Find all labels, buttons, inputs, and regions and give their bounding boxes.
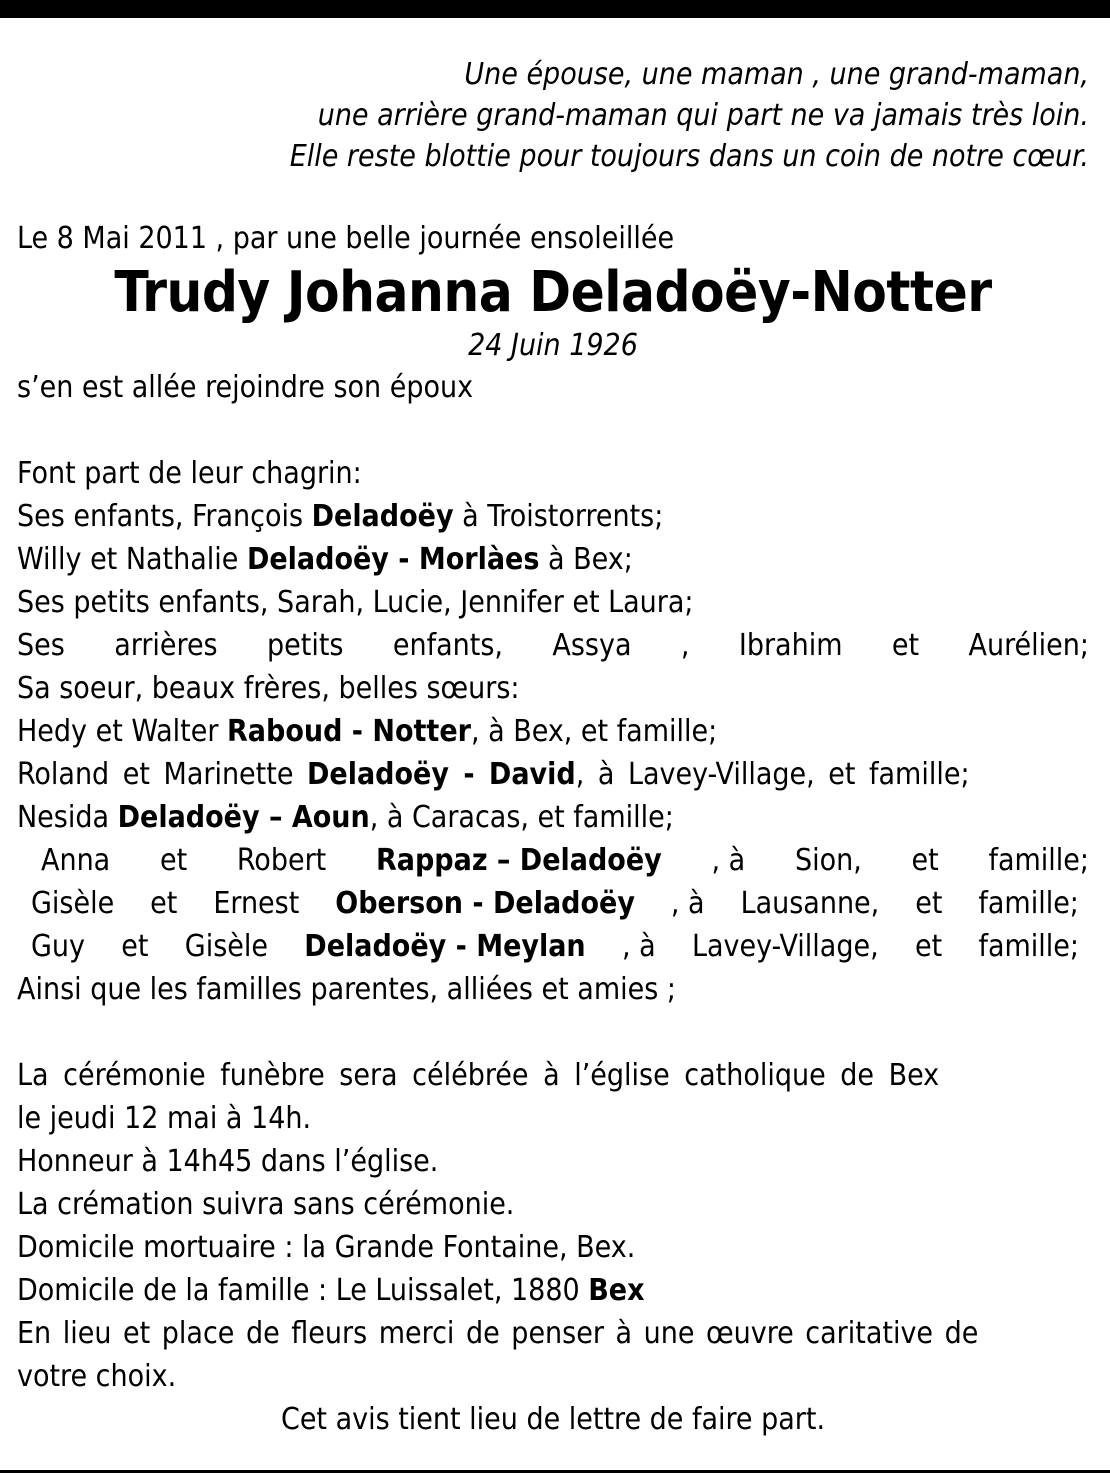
family-nesida: Nesida Deladoëy – Aoun, à Caracas, et famille; — [17, 800, 674, 835]
ceremony-line-5: Domicile mortuaire : la Grande Fontaine, Bex. — [17, 1230, 636, 1265]
family-great-grandchildren: Ses arrières petits enfants, Assya , Ibrahim et Aurélien; — [17, 628, 1089, 663]
birth-date: 24 Juin 1926 — [468, 328, 638, 363]
ceremony-line-8: votre choix. — [17, 1359, 177, 1394]
family-guy: Guy et Gisèle Deladoëy - Meylan , à Lavey-Village, et famille; — [31, 929, 1079, 964]
quote-line-2: une arrière grand-maman qui part ne va jamais très loin. — [317, 98, 1089, 133]
family-willy: Willy et Nathalie Deladoëy - Morlàes à Bex; — [17, 542, 633, 577]
quote-line-1: Une épouse, une maman , une grand-maman, — [464, 57, 1089, 92]
ceremony-line-3: Honneur à 14h45 dans l’église. — [17, 1144, 439, 1179]
ceremony-line-6: Domicile de la famille : Le Luissalet, 1880 Bex — [17, 1273, 645, 1308]
epitaph-quote — [17, 54, 1089, 177]
bottom-border — [0, 1470, 1110, 1473]
closing-line: Cet avis tient lieu de lettre de faire part. — [280, 1402, 826, 1437]
family-roland: Roland et Marinette Deladoëy - David, à Lavey-Village, et famille; — [17, 757, 970, 792]
departed-line: s’en est allée rejoindre son époux — [17, 370, 474, 405]
ceremony-line-1: La cérémonie funèbre sera célébrée à l’église catholique de Bex — [17, 1058, 940, 1093]
deceased-name: Trudy Johanna Deladoëy-Notter — [114, 260, 992, 325]
family-children: Ses enfants, François Deladoëy à Troistorrents; — [17, 499, 664, 534]
obituary-notice — [17, 54, 1089, 1441]
quote-line-3: Elle reste blottie pour toujours dans un coin de notre cœur. — [289, 139, 1089, 174]
family-siblings: Sa soeur, beaux frères, belles sœurs: — [17, 671, 520, 706]
ceremony-line-4: La crémation suivra sans cérémonie. — [17, 1187, 515, 1222]
family-intro: Font part de leur chagrin: — [17, 456, 362, 491]
family-others: Ainsi que les familles parentes, alliées et amies ; — [17, 972, 676, 1007]
family-grandchildren: Ses petits enfants, Sarah, Lucie, Jennifer et Laura; — [17, 585, 694, 620]
family-anna: Anna et Robert Rappaz – Deladoëy , à Sion, et famille; — [41, 843, 1089, 878]
ceremony-line-7: En lieu et place de fleurs merci de penser à une œuvre caritative de — [17, 1316, 979, 1351]
intro-line: Le 8 Mai 2011 , par une belle journée ensoleillée — [17, 221, 675, 256]
family-gisele: Gisèle et Ernest Oberson - Deladoëy , à Lausanne, et famille; — [31, 886, 1079, 921]
family-hedy: Hedy et Walter Raboud - Notter, à Bex, et famille; — [17, 714, 718, 749]
ceremony-line-2: le jeudi 12 mai à 14h. — [17, 1101, 312, 1136]
top-border — [0, 0, 1110, 18]
